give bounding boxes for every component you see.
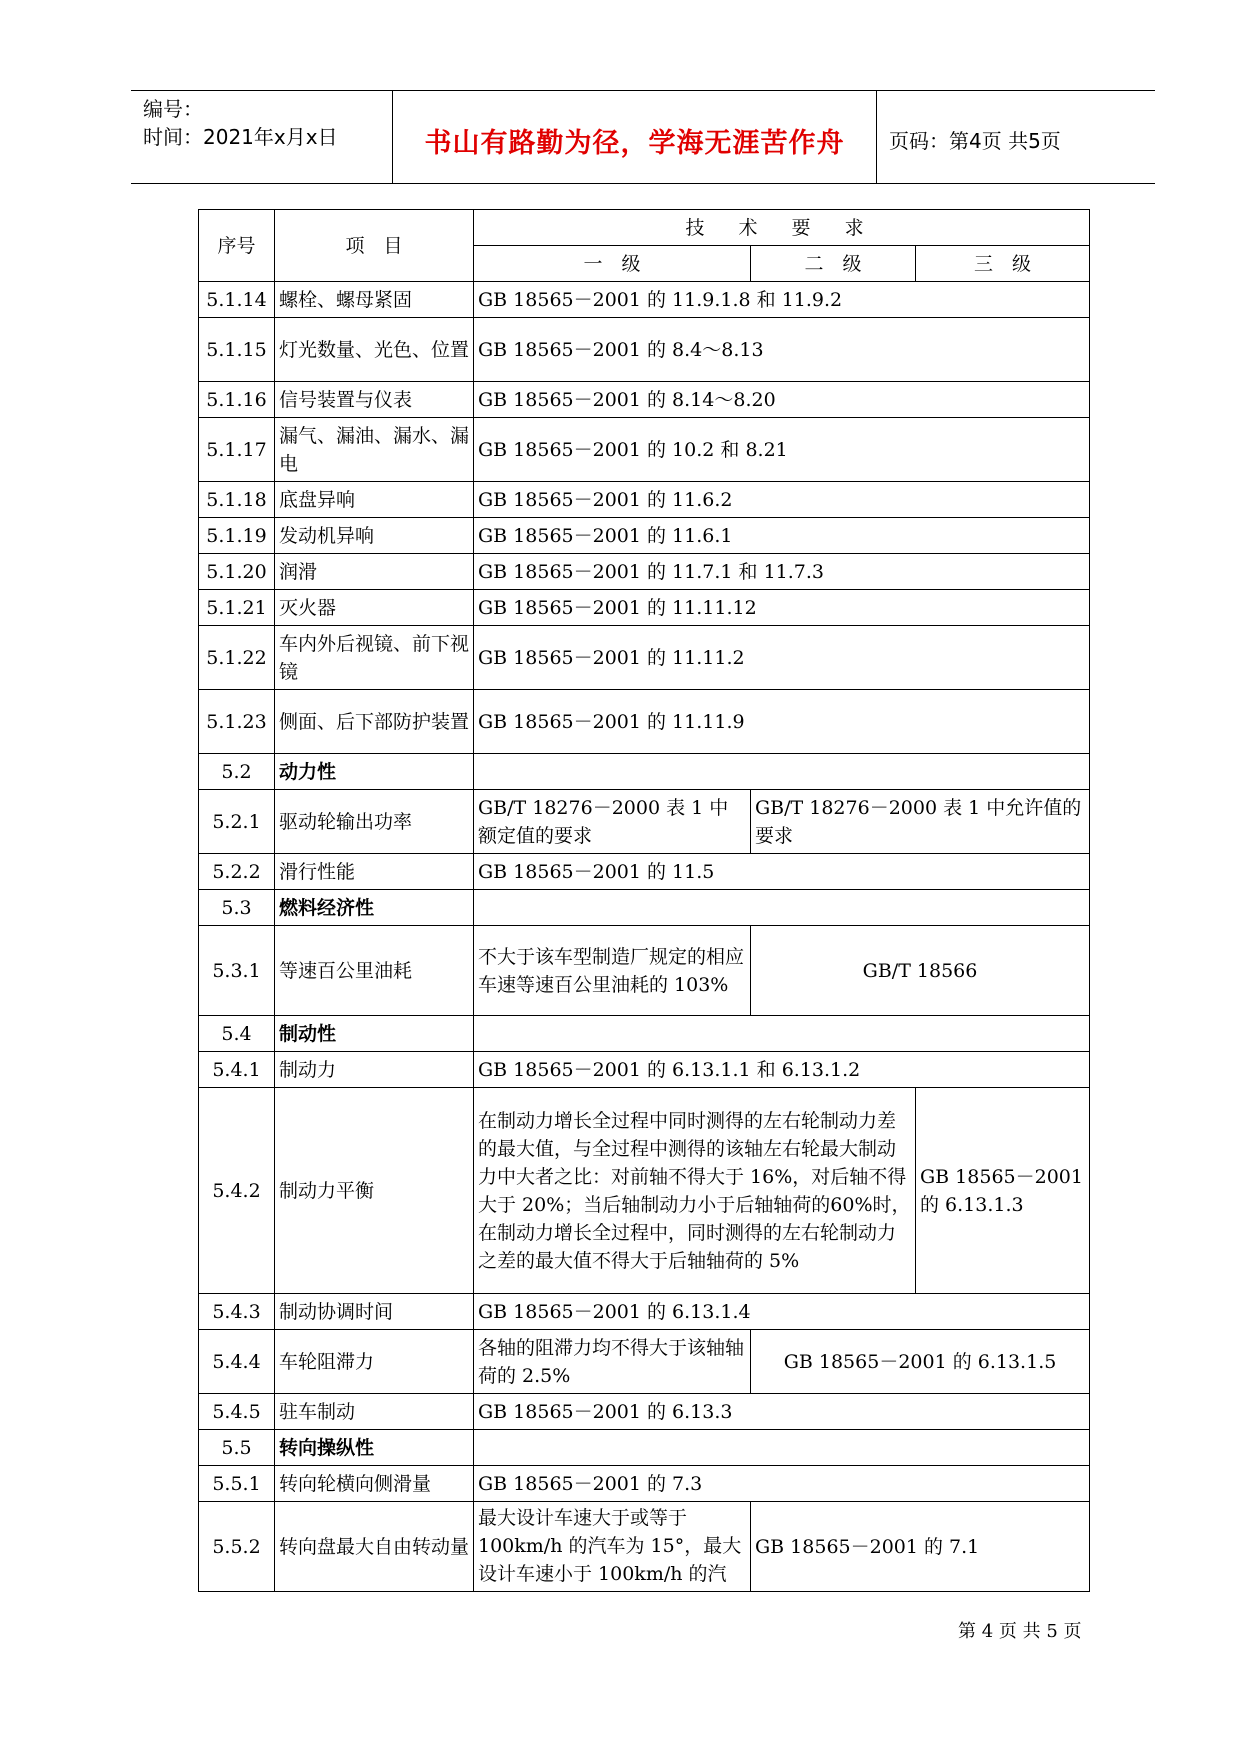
row-requirement-grade1: 不大于该车型制造厂规定的相应车速等速百公里油耗的 103% [474, 926, 751, 1016]
section-title: 制动性 [275, 1016, 474, 1052]
section-number: 5.3 [199, 890, 275, 926]
row-requirement: GB 18565－2001 的 11.6.2 [474, 482, 1090, 518]
document-time-label: 时间：2021年x月x日 [143, 125, 338, 149]
technical-requirements-table [198, 209, 1090, 1592]
header-grade-1: 一 级 [474, 246, 751, 282]
row-requirement: GB 18565－2001 的 11.11.2 [474, 626, 1090, 690]
row-requirement-grade23: GB/T 18276－2000 表 1 中允许值的要求 [751, 790, 1090, 854]
table-row [199, 790, 1090, 854]
table-row [199, 1294, 1090, 1330]
row-number: 5.1.23 [199, 690, 275, 754]
row-item: 螺栓、螺母紧固 [275, 282, 474, 318]
page-header [131, 90, 1155, 184]
row-item: 驱动轮输出功率 [275, 790, 474, 854]
header-meta-cell [131, 91, 393, 183]
row-requirement-grade23: GB 18565－2001 的 6.13.1.5 [751, 1330, 1090, 1394]
table-row [199, 554, 1090, 590]
table-row [199, 282, 1090, 318]
row-item: 车内外后视镜、前下视镜 [275, 626, 474, 690]
table-row [199, 1466, 1090, 1502]
section-title: 燃料经济性 [275, 890, 474, 926]
table-row [199, 626, 1090, 690]
row-number: 5.1.16 [199, 382, 275, 418]
row-number: 5.4.3 [199, 1294, 275, 1330]
section-empty [474, 1016, 1090, 1052]
row-item: 侧面、后下部防护装置 [275, 690, 474, 754]
row-number: 5.4.5 [199, 1394, 275, 1430]
table-row [199, 1394, 1090, 1430]
section-empty [474, 754, 1090, 790]
row-item: 驻车制动 [275, 1394, 474, 1430]
row-item: 灯光数量、光色、位置 [275, 318, 474, 382]
table-row [199, 418, 1090, 482]
row-number: 5.1.18 [199, 482, 275, 518]
row-item: 信号装置与仪表 [275, 382, 474, 418]
header-page-cell [877, 91, 1155, 183]
row-number: 5.1.19 [199, 518, 275, 554]
row-item: 润滑 [275, 554, 474, 590]
row-number: 5.5.2 [199, 1502, 275, 1592]
section-number: 5.4 [199, 1016, 275, 1052]
section-title: 转向操纵性 [275, 1430, 474, 1466]
row-requirement-grade23: GB/T 18566 [751, 926, 1090, 1016]
row-number: 5.2.1 [199, 790, 275, 854]
row-item: 转向盘最大自由转动量 [275, 1502, 474, 1592]
row-item: 滑行性能 [275, 854, 474, 890]
row-requirement: GB 18565－2001 的 8.4～8.13 [474, 318, 1090, 382]
row-requirement-grade1: 各轴的阻滞力均不得大于该轴轴荷的 2.5% [474, 1330, 751, 1394]
row-number: 5.1.14 [199, 282, 275, 318]
section-empty [474, 890, 1090, 926]
section-row [199, 1430, 1090, 1466]
section-row [199, 890, 1090, 926]
row-item: 转向轮横向侧滑量 [275, 1466, 474, 1502]
row-item: 车轮阻滞力 [275, 1330, 474, 1394]
section-number: 5.2 [199, 754, 275, 790]
section-empty [474, 1430, 1090, 1466]
table-row [199, 1502, 1090, 1592]
header-item: 项 目 [275, 210, 474, 282]
row-requirement-grade23: GB 18565－2001 的 7.1 [751, 1502, 1090, 1592]
table-row [199, 1088, 1090, 1294]
table-row [199, 382, 1090, 418]
row-item: 发动机异响 [275, 518, 474, 554]
row-number: 5.1.22 [199, 626, 275, 690]
row-requirement: GB 18565－2001 的 7.3 [474, 1466, 1090, 1502]
row-number: 5.2.2 [199, 854, 275, 890]
header-grade-2: 二 级 [751, 246, 916, 282]
section-row [199, 1016, 1090, 1052]
table-row [199, 482, 1090, 518]
header-tech-requirements: 技 术 要 求 [474, 210, 1090, 246]
section-title: 动力性 [275, 754, 474, 790]
row-item: 灭火器 [275, 590, 474, 626]
table-row [199, 1330, 1090, 1394]
row-number: 5.4.4 [199, 1330, 275, 1394]
row-number: 5.1.17 [199, 418, 275, 482]
row-number: 5.5.1 [199, 1466, 275, 1502]
page-footer: 第 4 页 共 5 页 [958, 1621, 1082, 1642]
row-requirement-grade1: 最大设计车速大于或等于 100km/h 的汽车为 15°，最大设计车速小于 100km/h 的汽 [474, 1502, 751, 1592]
document-number-label: 编号： [143, 97, 203, 121]
row-requirement: GB 18565－2001 的 11.5 [474, 854, 1090, 890]
table-row [199, 926, 1090, 1016]
table-row [199, 854, 1090, 890]
header-grade-3: 三 级 [916, 246, 1090, 282]
row-item: 等速百公里油耗 [275, 926, 474, 1016]
table-row [199, 518, 1090, 554]
row-requirement-grade12: 在制动力增长全过程中同时测得的左右轮制动力差的最大值，与全过程中测得的该轴左右轮最大制动力中大者之比：对前轴不得大于 16%，对后轴不得大于 20%；当后轴制动力小于后轴轴荷的60%时，在制动力增长全过程中，同时测得的左右轮制动力之差的最大值不得大于后轴轴荷的 5% [474, 1088, 916, 1294]
row-item: 制动力 [275, 1052, 474, 1088]
row-requirement: GB 18565－2001 的 6.13.1.4 [474, 1294, 1090, 1330]
row-requirement: GB 18565－2001 的 10.2 和 8.21 [474, 418, 1090, 482]
header-seq: 序号 [199, 210, 275, 282]
table-row [199, 590, 1090, 626]
header-page-label: 页码：第4页 共5页 [889, 129, 1061, 153]
row-item: 制动协调时间 [275, 1294, 474, 1330]
row-requirement-grade1: GB/T 18276－2000 表 1 中额定值的要求 [474, 790, 751, 854]
section-row [199, 754, 1090, 790]
header-motto-cell [393, 91, 877, 183]
row-item: 漏气、漏油、漏水、漏电 [275, 418, 474, 482]
row-number: 5.4.2 [199, 1088, 275, 1294]
row-requirement: GB 18565－2001 的 11.6.1 [474, 518, 1090, 554]
header-motto: 书山有路勤为径，学海无涯苦作舟 [424, 128, 845, 159]
row-item: 制动力平衡 [275, 1088, 474, 1294]
row-requirement-grade3: GB 18565－2001 的 6.13.1.3 [916, 1088, 1090, 1294]
table-row [199, 318, 1090, 382]
row-requirement: GB 18565－2001 的 6.13.1.1 和 6.13.1.2 [474, 1052, 1090, 1088]
row-number: 5.4.1 [199, 1052, 275, 1088]
row-requirement: GB 18565－2001 的 11.11.9 [474, 690, 1090, 754]
row-requirement: GB 18565－2001 的 11.7.1 和 11.7.3 [474, 554, 1090, 590]
section-number: 5.5 [199, 1430, 275, 1466]
row-number: 5.3.1 [199, 926, 275, 1016]
row-requirement: GB 18565－2001 的 11.11.12 [474, 590, 1090, 626]
row-number: 5.1.21 [199, 590, 275, 626]
row-requirement: GB 18565－2001 的 8.14～8.20 [474, 382, 1090, 418]
table-row [199, 690, 1090, 754]
row-requirement: GB 18565－2001 的 6.13.3 [474, 1394, 1090, 1430]
row-number: 5.1.20 [199, 554, 275, 590]
row-requirement: GB 18565－2001 的 11.9.1.8 和 11.9.2 [474, 282, 1090, 318]
row-number: 5.1.15 [199, 318, 275, 382]
table-header-row [199, 210, 1090, 246]
row-item: 底盘异响 [275, 482, 474, 518]
table-row [199, 1052, 1090, 1088]
